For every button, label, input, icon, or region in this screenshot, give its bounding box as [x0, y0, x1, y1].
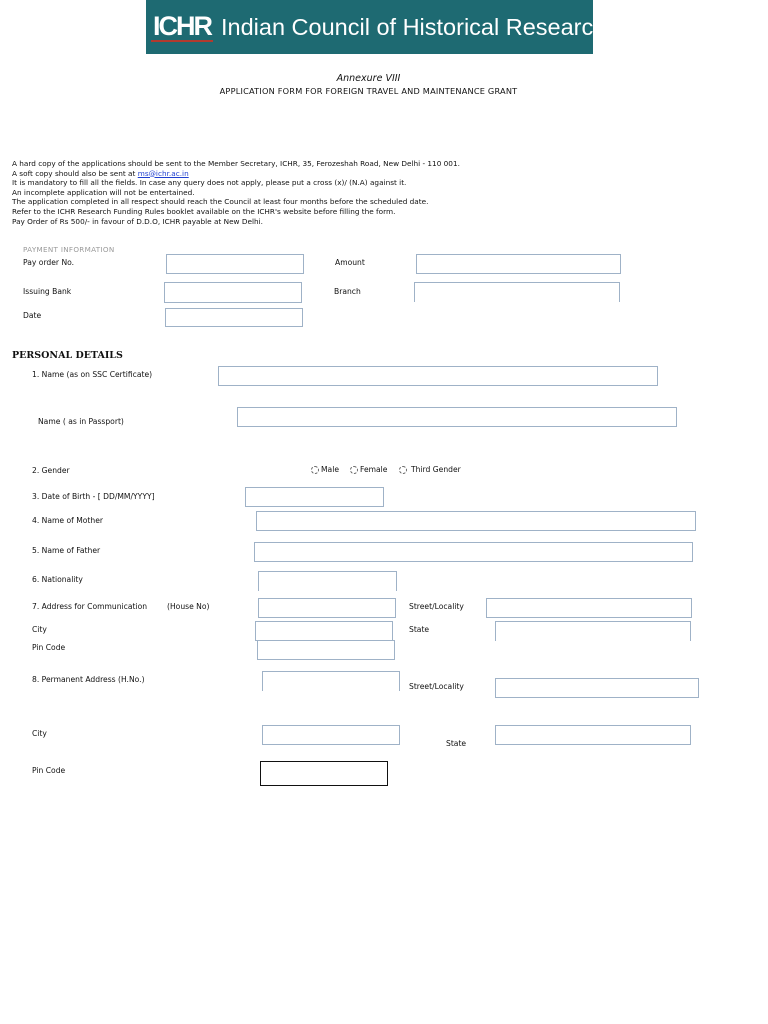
comm-house-no-input[interactable] [258, 598, 396, 618]
pay-order-label: Pay order No. [23, 258, 75, 267]
perm-pin-input[interactable] [260, 761, 388, 786]
gender-female-option[interactable] [350, 465, 387, 474]
gender-third-label: Third Gender [411, 465, 461, 474]
perm-house-no-input[interactable] [262, 671, 400, 691]
pay-order-input[interactable] [166, 254, 304, 274]
gender-male-option[interactable] [311, 465, 339, 474]
instructions [12, 159, 460, 226]
issuing-bank-input[interactable] [164, 282, 302, 303]
comm-city-label: City [32, 625, 47, 634]
father-name-input[interactable] [254, 542, 693, 562]
amount-label: Amount [335, 258, 365, 267]
name-ssc-label: 1. Name (as on SSC Certificate) [32, 370, 153, 379]
comm-state-label: State [409, 625, 430, 634]
personal-details-heading: PERSONAL DETAILS [12, 350, 123, 361]
gender-male-label: Male [321, 465, 339, 474]
instruction-line: The application completed in all respect should reach the Council at least four months before the scheduled date. [12, 197, 429, 207]
nationality-input[interactable] [258, 571, 397, 591]
nationality-label: 6. Nationality [32, 575, 83, 584]
date-label: Date [23, 311, 42, 320]
radio-button-icon[interactable] [350, 466, 358, 474]
instruction-line: It is mandatory to fill all the fields. In case any query does not apply, please put a cross (x)/ (N.A) against it. [12, 178, 407, 188]
perm-state-label: State [446, 739, 467, 748]
issuing-bank-label: Issuing Bank [23, 287, 72, 296]
perm-city-label: City [32, 729, 47, 738]
perm-state-input[interactable] [495, 725, 691, 745]
mother-name-input[interactable] [256, 511, 696, 531]
payment-section-label: PAYMENT INFORMATION [23, 245, 115, 254]
name-passport-input[interactable] [237, 407, 677, 427]
mother-label: 4. Name of Mother [32, 516, 103, 525]
gender-third-option[interactable] [399, 465, 461, 474]
dob-label: 3. Date of Birth - [ DD/MM/YYYY] [32, 492, 155, 501]
org-name: Indian Council of Historical Research [221, 13, 607, 40]
instruction-line: Pay Order of Rs 500/- in favour of D.D.O, ICHR payable at New Delhi. [12, 216, 263, 226]
perm-street-input[interactable] [495, 678, 699, 698]
instruction-line: An incomplete application will not be entertained. [12, 187, 195, 197]
branch-input[interactable] [414, 282, 620, 302]
gender-female-label: Female [360, 465, 388, 474]
comm-street-label: Street/Locality [409, 602, 464, 611]
comm-state-input[interactable] [495, 621, 691, 641]
annexure-label: Annexure VIII [336, 73, 401, 84]
amount-input[interactable] [416, 254, 621, 274]
instruction-text: A soft copy should also be sent at [12, 168, 138, 178]
instruction-line: Refer to the ICHR Research Funding Rules booklet available on the ICHR's website before filling the form. [12, 206, 396, 216]
header-banner [146, 0, 607, 54]
name-ssc-input[interactable] [218, 366, 658, 386]
branch-label: Branch [334, 287, 361, 296]
name-passport-label: Name ( as in Passport) [38, 417, 124, 426]
comm-pin-label: Pin Code [32, 643, 66, 652]
comm-city-input[interactable] [255, 621, 393, 641]
perm-city-input[interactable] [262, 725, 400, 745]
radio-button-icon[interactable] [399, 466, 407, 474]
form-title: APPLICATION FORM FOR FOREIGN TRAVEL AND MAINTENANCE GRANT [219, 86, 518, 96]
instruction-line: A hard copy of the applications should be sent to the Member Secretary, ICHR, 35, Ferozeshah Road, New Delhi - 110 001. [12, 159, 460, 168]
permanent-address-label: 8. Permanent Address (H.No.) [32, 675, 145, 684]
radio-button-icon[interactable] [311, 466, 319, 474]
instruction-line [12, 169, 460, 179]
address-comm-label: 7. Address for Communication [32, 602, 148, 611]
house-no-label: (House No) [167, 602, 210, 611]
father-label: 5. Name of Father [32, 546, 101, 555]
email-link[interactable]: ms@ichr.ac.in [137, 168, 189, 178]
dob-input[interactable] [245, 487, 384, 507]
comm-pin-input[interactable] [257, 640, 395, 660]
perm-street-label: Street/Locality [409, 682, 464, 691]
gender-label: 2. Gender [32, 466, 70, 475]
ichr-logo: ICHR [153, 11, 211, 41]
payment-date-input[interactable] [165, 308, 303, 327]
comm-street-input[interactable] [486, 598, 692, 618]
perm-pin-label: Pin Code [32, 766, 66, 775]
